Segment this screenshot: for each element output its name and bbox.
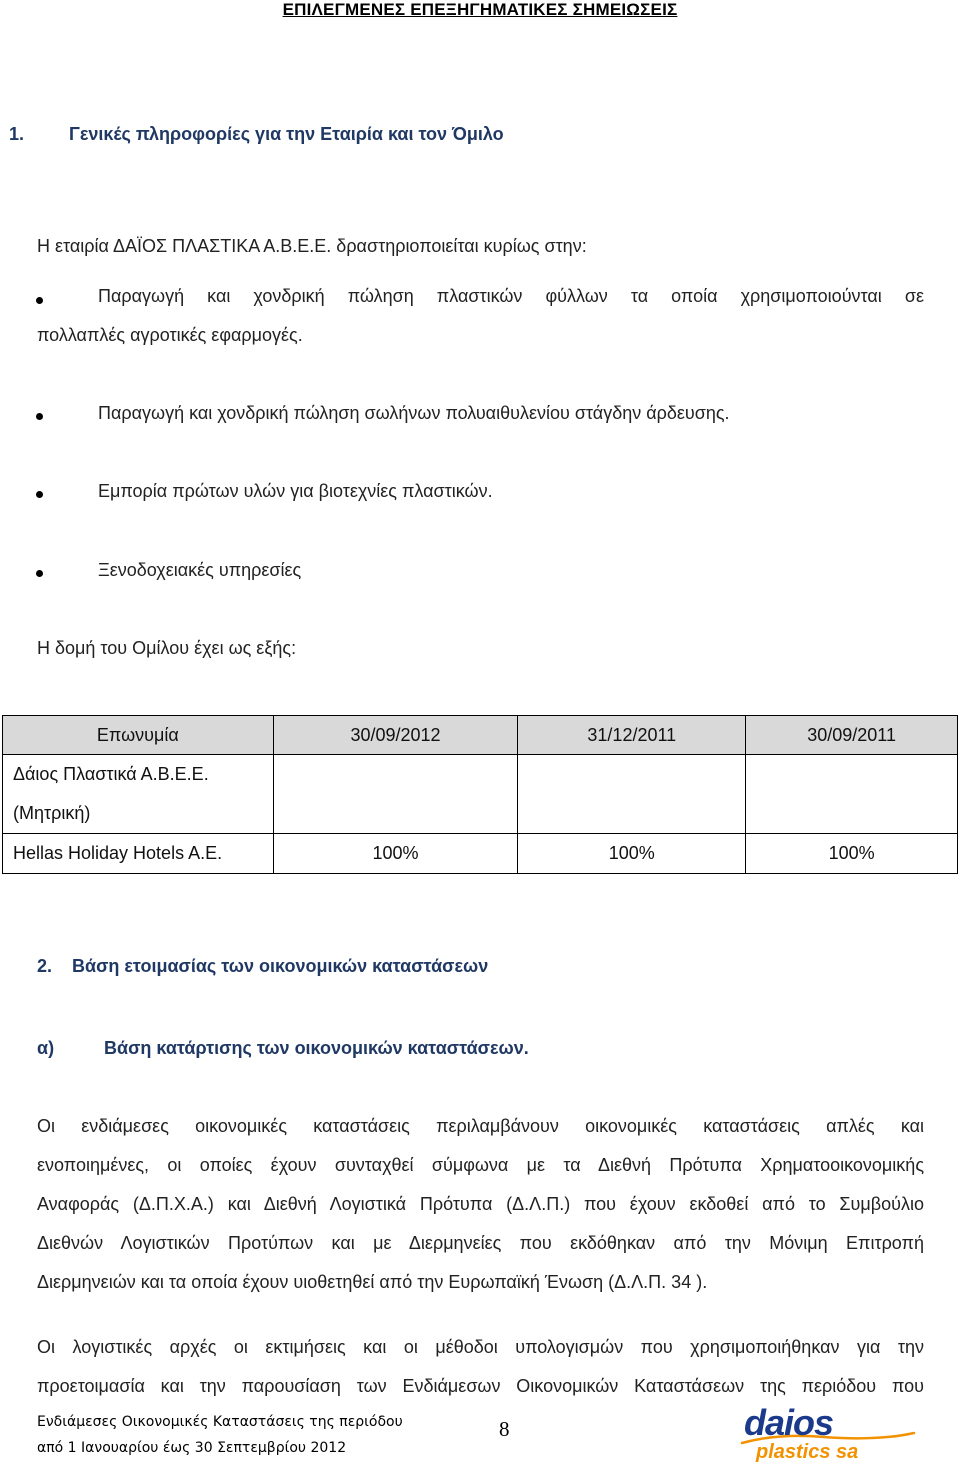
bullet-1-line-2: πολλαπλές αγροτικές εφαρμογές. bbox=[37, 325, 303, 345]
table-header-cell: 30/09/2011 bbox=[746, 716, 958, 755]
bullet-dot bbox=[36, 570, 43, 577]
table-header-cell: 31/12/2011 bbox=[518, 716, 746, 755]
ownership-value: 100% bbox=[518, 834, 746, 874]
page-title: ΕΠΙΛΕΓΜΕΝΕΣ ΕΠΕΞΗΓΗΜΑΤΙΚΕΣ ΣΗΜΕΙΩΣΕΙΣ bbox=[282, 0, 678, 19]
footer-report-title: Ενδιάμεσες Οικονομικές Καταστάσεις της περιόδου bbox=[37, 1414, 403, 1430]
table-cell bbox=[746, 755, 958, 795]
table-header-row bbox=[3, 716, 958, 755]
bullet-dot bbox=[36, 413, 43, 420]
paragraph-1-line: Διερμηνειών και τα οποία έχουν υιοθετηθεί από την Ευρωπαϊκή Ένωση (Δ.Λ.Π. 34 ). bbox=[37, 1272, 708, 1292]
ownership-value: 100% bbox=[746, 834, 958, 874]
paragraph-1-line: Διεθνών Λογιστικών Προτύπων και με Διερμηνείες που εκδόθηκαν από την Μόνιμη Επιτροπή bbox=[37, 1233, 924, 1253]
table-cell bbox=[518, 755, 746, 795]
table-row bbox=[3, 834, 958, 874]
bullet-1-line-1: Παραγωγή και χονδρική πώληση πλαστικών φύλλων τα οποία χρησιμοποιούνται σε bbox=[98, 286, 924, 306]
section-2-title: Βάση ετοιμασίας των οικονομικών καταστάσεων bbox=[72, 956, 489, 976]
ownership-value: 100% bbox=[273, 834, 518, 874]
group-structure-intro: Η δομή του Ομίλου έχει ως εξής: bbox=[37, 638, 297, 658]
table-cell bbox=[746, 794, 958, 834]
table-cell bbox=[273, 794, 518, 834]
bullet-4: Ξενοδοχειακές υπηρεσίες bbox=[98, 560, 302, 580]
parent-company-name: Δάιος Πλαστικά Α.Β.Ε.Ε. bbox=[3, 755, 274, 795]
paragraph-1-line: Αναφοράς (Δ.Π.Χ.Α.) και Διεθνή Λογιστικά Πρότυπα (Δ.Λ.Π.) που έχουν εκδοθεί από το Συμβούλιο bbox=[37, 1194, 924, 1214]
company-logo bbox=[738, 1403, 920, 1463]
subsidiary-name: Hellas Holiday Hotels A.E. bbox=[3, 834, 274, 874]
subsection-a-title: Βάση κατάρτισης των οικονομικών καταστάσεων. bbox=[104, 1038, 529, 1058]
group-structure-table bbox=[2, 715, 958, 874]
paragraph-2-line: Οι λογιστικές αρχές οι εκτιμήσεις και οι μέθοδοι υπολογισμών που χρησιμοποιήθηκαν για την bbox=[37, 1337, 924, 1357]
section-1-title: Γενικές πληροφορίες για την Εταιρία και τον Όμιλο bbox=[69, 124, 504, 144]
section-2-number: 2. bbox=[37, 956, 53, 976]
bullet-2: Παραγωγή και χονδρική πώληση σωλήνων πολυαιθυλενίου στάγδην άρδευσης. bbox=[98, 403, 730, 423]
bullet-3: Εμπορία πρώτων υλών για βιοτεχνίες πλαστικών. bbox=[98, 481, 493, 501]
footer-report-period: από 1 Ιανουαρίου έως 30 Σεπτεμβρίου 2012 bbox=[37, 1440, 347, 1456]
daios-logo-icon bbox=[738, 1403, 920, 1463]
paragraph-2-line: προετοιμασία και την παρουσίαση των Ενδιάμεσων Οικονομικών Καταστάσεων της περιόδου που bbox=[37, 1376, 924, 1396]
paragraph-1-line: ενοποιημένες, οι οποίες έχουν συνταχθεί σύμφωνα με τα Διεθνή Πρότυπα Χρηματοοικονομικής bbox=[37, 1155, 924, 1175]
section-1-number: 1. bbox=[9, 124, 25, 144]
section-1-heading bbox=[9, 124, 504, 145]
company-intro: Η εταιρία ΔΑΪΟΣ ΠΛΑΣΤΙΚΑ Α.Β.Ε.Ε. δραστηριοποιείται κυρίως στην: bbox=[37, 236, 587, 256]
table-cell bbox=[273, 755, 518, 795]
bullet-dot bbox=[36, 491, 43, 498]
page-number: 8 bbox=[499, 1417, 510, 1441]
table-header-cell: 30/09/2012 bbox=[273, 716, 518, 755]
logo-wordmark-bottom: plastics sa bbox=[756, 1441, 859, 1463]
bullet-dot bbox=[36, 297, 43, 304]
subsection-a-heading bbox=[37, 1038, 529, 1059]
parent-company-label: (Μητρική) bbox=[3, 794, 274, 834]
logo-wordmark-top: daios bbox=[744, 1403, 834, 1443]
paragraph-1-line: Οι ενδιάμεσες οικονομικές καταστάσεις περιλαμβάνουν οικονομικές καταστάσεις απλές και bbox=[37, 1116, 924, 1136]
table-row bbox=[3, 794, 958, 834]
table-row bbox=[3, 755, 958, 795]
section-2-heading bbox=[37, 956, 488, 977]
table-cell bbox=[518, 794, 746, 834]
table-header-cell: Επωνυμία bbox=[3, 716, 274, 755]
subsection-a-letter: α) bbox=[37, 1038, 55, 1058]
